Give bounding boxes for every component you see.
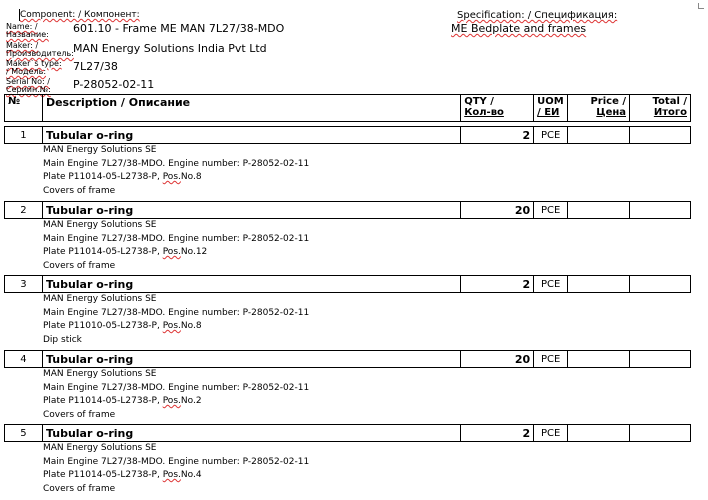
item-total bbox=[630, 127, 691, 144]
item-uom: PCE bbox=[534, 425, 568, 442]
item-price bbox=[568, 202, 630, 219]
serial-value: P-28052-02-11 bbox=[73, 78, 155, 91]
col-qty-header: QTY / Кол-во bbox=[461, 95, 534, 122]
table-row bbox=[4, 350, 691, 368]
item-description: Tubular o-ring bbox=[42, 425, 460, 442]
makers-type-value: 7L27/38 bbox=[73, 60, 118, 73]
serial-label: Serial No: / Серийн.№: bbox=[6, 77, 51, 94]
item-no: 5 bbox=[5, 425, 43, 442]
table-header bbox=[4, 94, 691, 122]
item-no: 4 bbox=[5, 351, 43, 368]
makers-type-label: Maker`s type: / Модель: bbox=[6, 59, 62, 76]
item-uom: PCE bbox=[534, 127, 568, 144]
item-detail-line: Plate P11014-05-L2738-P, Pos.No.4 bbox=[43, 470, 202, 480]
maker-value: MAN Energy Solutions India Pvt Ltd bbox=[73, 42, 267, 55]
item-detail-line: Plate P11010-05-L2738-P, Pos.No.8 bbox=[43, 321, 202, 331]
item-total bbox=[630, 425, 691, 442]
item-detail-line: MAN Energy Solutions SE bbox=[43, 294, 157, 304]
maker-label: Maker: / Производитель: bbox=[6, 41, 74, 58]
item-price bbox=[568, 127, 630, 144]
item-detail-line: Plate P11014-05-L2738-P, Pos.No.2 bbox=[43, 396, 202, 406]
col-total-header: Total / Итого bbox=[630, 95, 691, 122]
item-qty: 2 bbox=[461, 425, 534, 442]
item-detail-line: Main Engine 7L27/38-MDO. Engine number: P-28052-02-11 bbox=[43, 307, 310, 318]
table-row bbox=[4, 201, 691, 219]
col-uom-header: UOM / ЕИ bbox=[534, 95, 568, 122]
col-description-header: Description / Описание bbox=[42, 95, 460, 122]
name-value: 601.10 - Frame ME MAN 7L27/38-MDO bbox=[73, 22, 285, 35]
item-detail-line: Main Engine 7L27/38-MDO. Engine number: P-28052-02-11 bbox=[43, 158, 310, 169]
col-no-header: № bbox=[5, 95, 43, 122]
col-price-header: Price / Цена bbox=[568, 95, 630, 122]
item-detail-line: Covers of frame bbox=[43, 260, 116, 271]
component-label: Component: / Компонент: bbox=[20, 10, 140, 20]
item-detail-line: Plate P11014-05-L2738-P, Pos.No.8 bbox=[43, 172, 202, 182]
item-price bbox=[568, 276, 630, 293]
item-detail-line: Covers of frame bbox=[43, 409, 116, 420]
item-no: 2 bbox=[5, 202, 43, 219]
item-no: 3 bbox=[5, 276, 43, 293]
item-detail-line: Main Engine 7L27/38-MDO. Engine number: P-28052-02-11 bbox=[43, 233, 310, 244]
item-detail-line: MAN Energy Solutions SE bbox=[43, 220, 157, 230]
spec-label: Specification: / Спецификация: bbox=[457, 10, 618, 21]
item-qty: 20 bbox=[461, 351, 534, 368]
item-no: 1 bbox=[5, 127, 43, 144]
item-qty: 2 bbox=[461, 127, 534, 144]
name-label: Name: / Название: bbox=[6, 22, 49, 39]
item-detail-line: Main Engine 7L27/38-MDO. Engine number: P-28052-02-11 bbox=[43, 456, 310, 467]
item-description: Tubular o-ring bbox=[42, 202, 460, 219]
item-detail-line: Covers of frame bbox=[43, 483, 116, 494]
item-detail-line: MAN Energy Solutions SE bbox=[43, 145, 157, 155]
table-row bbox=[4, 424, 691, 442]
item-detail-line: Covers of frame bbox=[43, 185, 116, 196]
item-description: Tubular o-ring bbox=[42, 276, 460, 293]
spec-value: ME Bedplate and frames bbox=[451, 22, 587, 35]
item-price bbox=[568, 351, 630, 368]
item-description: Tubular o-ring bbox=[42, 351, 460, 368]
item-detail-line: MAN Energy Solutions SE bbox=[43, 369, 157, 379]
item-qty: 20 bbox=[461, 202, 534, 219]
item-uom: PCE bbox=[534, 202, 568, 219]
table-row bbox=[4, 275, 691, 293]
page-corner-marker bbox=[698, 3, 704, 9]
item-total bbox=[630, 351, 691, 368]
item-uom: PCE bbox=[534, 276, 568, 293]
item-total bbox=[630, 202, 691, 219]
item-detail-line: MAN Energy Solutions SE bbox=[43, 443, 157, 453]
item-price bbox=[568, 425, 630, 442]
item-detail-line: Dip stick bbox=[43, 334, 82, 345]
table-row bbox=[4, 126, 691, 144]
item-detail-line: Main Engine 7L27/38-MDO. Engine number: P-28052-02-11 bbox=[43, 382, 310, 393]
item-uom: PCE bbox=[534, 351, 568, 368]
item-description: Tubular o-ring bbox=[42, 127, 460, 144]
item-total bbox=[630, 276, 691, 293]
item-qty: 2 bbox=[461, 276, 534, 293]
item-detail-line: Plate P11014-05-L2738-P, Pos.No.12 bbox=[43, 247, 208, 257]
